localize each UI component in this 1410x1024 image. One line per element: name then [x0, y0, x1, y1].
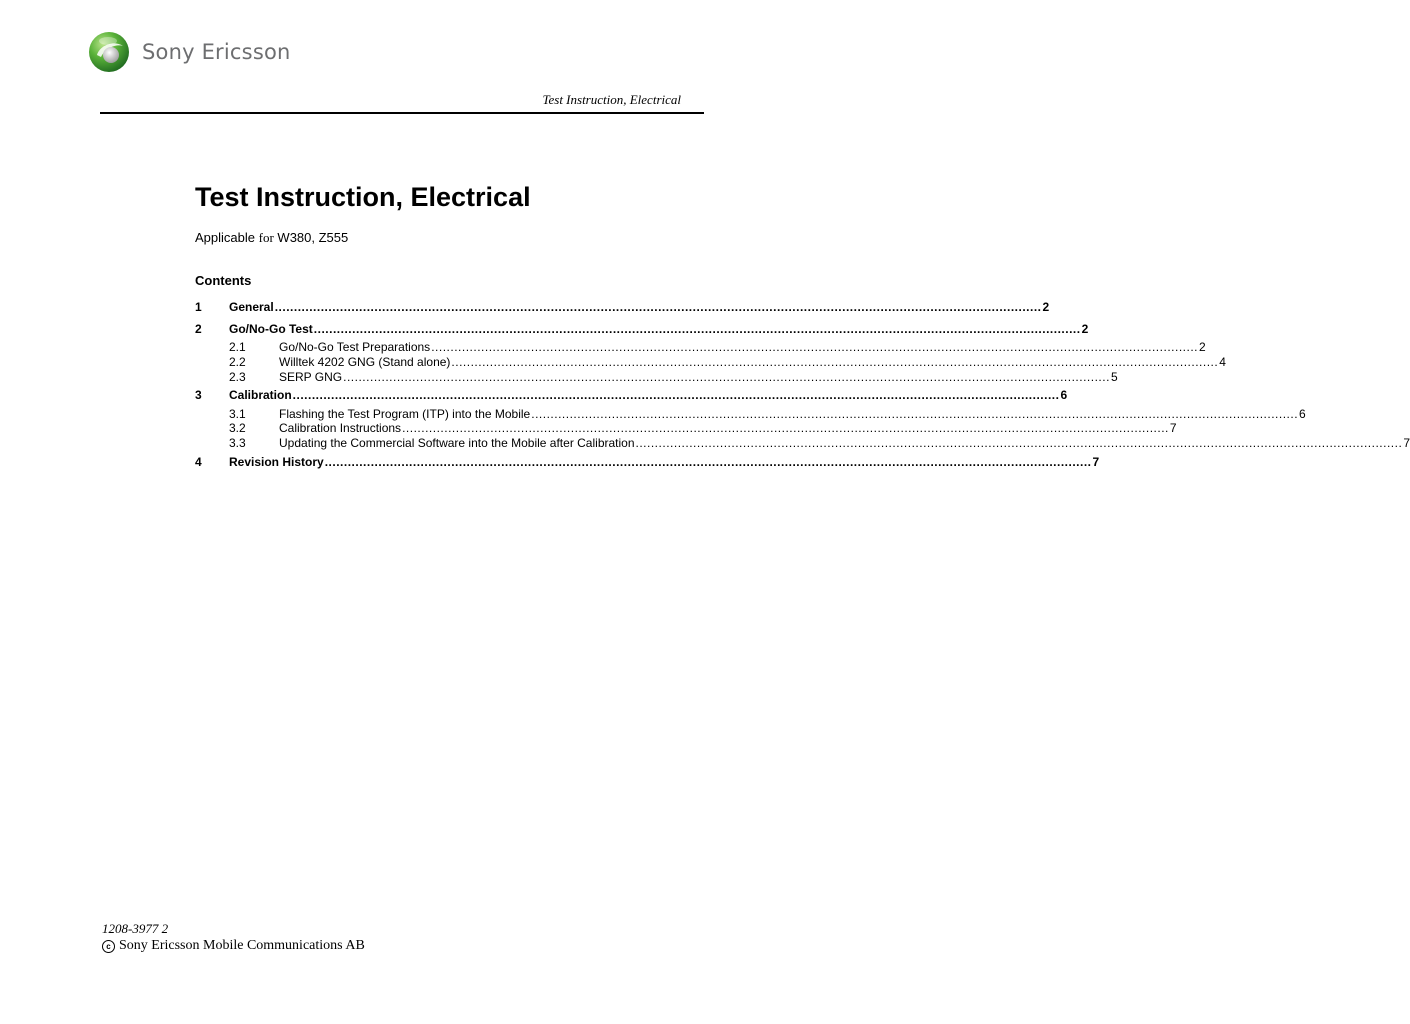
- header-divider: [100, 112, 704, 114]
- applicable-prefix: Applicable: [195, 230, 255, 245]
- contents-heading: Contents: [195, 273, 252, 288]
- toc-entry[interactable]: [195, 455, 1100, 470]
- toc-leader: ........................................................................................................................................................................................................: [431, 340, 1198, 354]
- toc-number: 1: [195, 300, 202, 314]
- toc-title: Flashing the Test Program (ITP) into the Mobile: [279, 407, 531, 421]
- toc-title: Revision History: [229, 455, 324, 469]
- toc-entry[interactable]: [195, 340, 1206, 355]
- toc-number: 2: [195, 322, 202, 336]
- toc-leader: ........................................................................................................................................................................................................: [635, 436, 1403, 450]
- toc-title: Calibration: [229, 388, 292, 402]
- copyright-text: Sony Ericsson Mobile Communications AB: [119, 938, 365, 953]
- toc-entry[interactable]: [195, 355, 1226, 370]
- toc-page: 6: [1299, 407, 1306, 421]
- sony-ericsson-logo-icon: [88, 31, 130, 73]
- applicable-models: W380, Z555: [277, 230, 349, 245]
- toc-title: SERP GNG: [279, 370, 343, 384]
- toc-title: Go/No-Go Test Preparations: [279, 340, 431, 354]
- toc-leader: ........................................................................................................................................................................................................: [274, 300, 1042, 314]
- toc-leader: ........................................................................................................................................................................................................: [531, 407, 1299, 421]
- running-header-title: Test Instruction, Electrical: [542, 92, 681, 107]
- toc-number: 2.2: [229, 355, 246, 369]
- applicable-for: for: [258, 230, 274, 245]
- toc-page: 2: [1042, 300, 1050, 314]
- toc-title: General: [229, 300, 274, 314]
- toc-page: 7: [1403, 436, 1410, 450]
- toc-entry[interactable]: [195, 322, 1089, 337]
- document-title: Test Instruction, Electrical: [195, 182, 531, 212]
- toc-number: 4: [195, 455, 202, 469]
- toc-page: 6: [1060, 388, 1068, 402]
- toc-title: Go/No-Go Test: [229, 322, 313, 336]
- toc-title: Updating the Commercial Software into the Mobile after Calibration: [279, 436, 635, 450]
- toc-leader: ........................................................................................................................................................................................................: [402, 421, 1169, 435]
- toc-entry[interactable]: [195, 300, 1050, 315]
- copyright-icon: c: [102, 940, 115, 953]
- toc-number: 2.3: [229, 370, 246, 384]
- toc-title: Willtek 4202 GNG (Stand alone): [279, 355, 451, 369]
- brand-wordmark: Sony Ericsson: [142, 40, 291, 64]
- toc-leader: ........................................................................................................................................................................................................: [451, 355, 1219, 369]
- toc-number: 3: [195, 388, 202, 402]
- toc-page: 2: [1198, 340, 1206, 354]
- toc-entry[interactable]: [195, 388, 1068, 403]
- toc-title: Calibration Instructions: [279, 421, 402, 435]
- brand-logo: [88, 30, 291, 74]
- toc-page: 7: [1169, 421, 1177, 435]
- applicable-line: [195, 230, 348, 246]
- toc-entry[interactable]: [195, 370, 1118, 385]
- toc-number: 3.3: [229, 436, 246, 450]
- toc-entry[interactable]: [195, 436, 1410, 451]
- copyright-line: [102, 938, 365, 954]
- toc-entry[interactable]: [195, 407, 1306, 422]
- toc-leader: ........................................................................................................................................................................................................: [292, 388, 1060, 402]
- toc-page: 2: [1081, 322, 1089, 336]
- toc-page: 7: [1092, 455, 1100, 469]
- toc-number: 3.2: [229, 421, 246, 435]
- toc-number: 2.1: [229, 340, 246, 354]
- toc-page: 4: [1219, 355, 1226, 369]
- toc-entry[interactable]: [195, 421, 1177, 436]
- toc-leader: ........................................................................................................................................................................................................: [343, 370, 1110, 384]
- toc-leader: ........................................................................................................................................................................................................: [324, 455, 1092, 469]
- toc-leader: ........................................................................................................................................................................................................: [313, 322, 1081, 336]
- toc-number: 3.1: [229, 407, 246, 421]
- toc-page: 5: [1110, 370, 1118, 384]
- document-number: 1208-3977 2: [102, 921, 169, 936]
